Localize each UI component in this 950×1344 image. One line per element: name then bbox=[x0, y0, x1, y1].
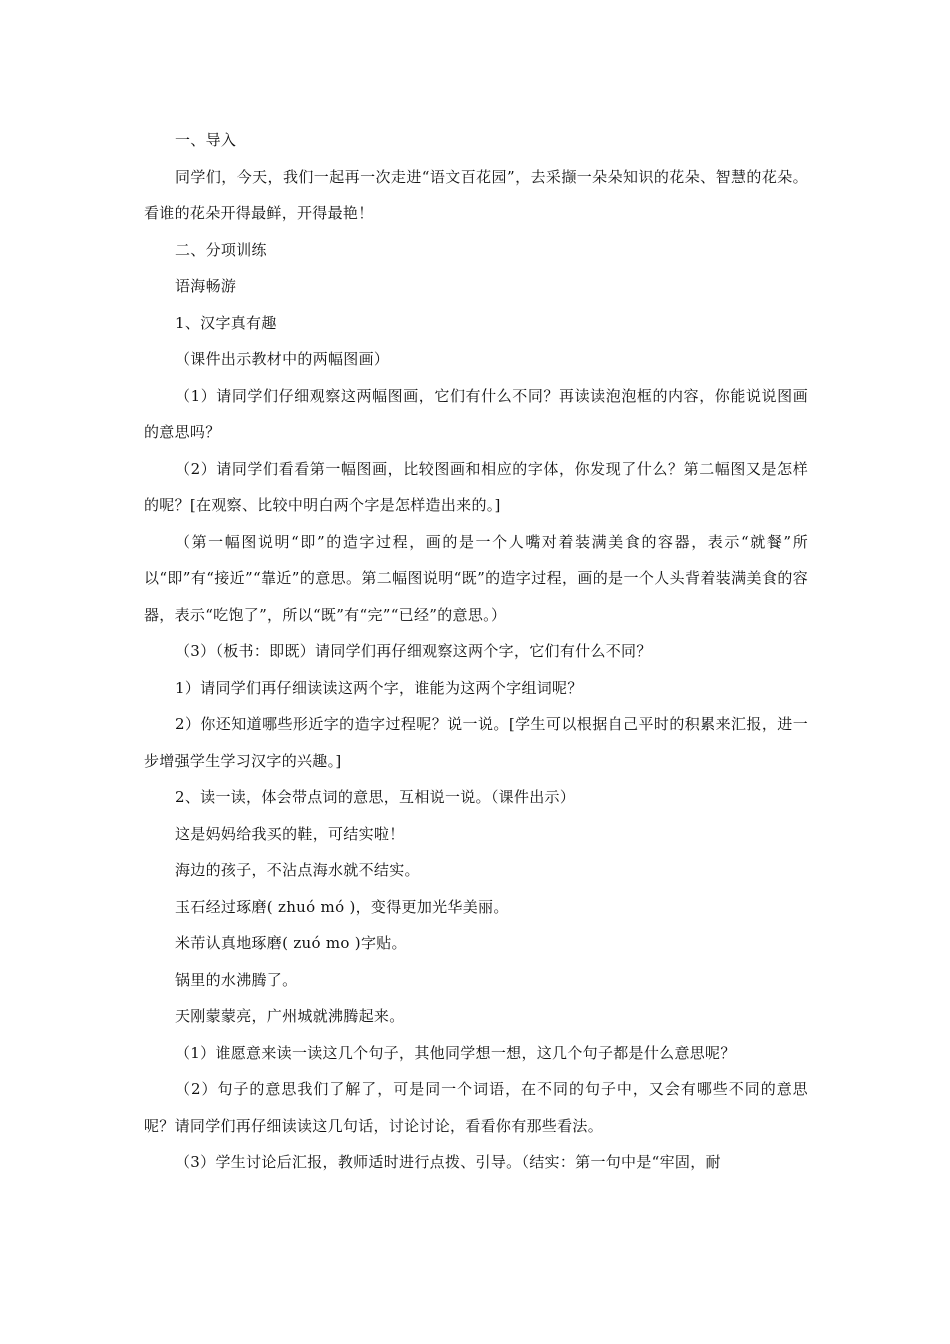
item-heading-2: 2、读一读，体会带点词的意思，互相说一说。（课件出示） bbox=[175, 788, 576, 806]
example-sentence: 天刚蒙蒙亮，广州城就沸腾起来。 bbox=[175, 1007, 405, 1025]
paragraph: （2）请同学们看看第一幅图画，比较图画和相应的字体，你发现了什么？第二幅图又是怎样的呢？[在观察、比较中明白两个字是怎样造出来的。] bbox=[144, 459, 808, 514]
example-sentence: 海边的孩子，不沾点海水就不结实。 bbox=[175, 861, 420, 879]
paragraph: （第一幅图说明“即”的造字过程，画的是一个人嘴对着装满美食的容器，表示“就餐”所以“即”有“接近”“靠近”的意思。第二幅图说明“既”的造字过程，画的是一个人头背着装满美食的容器，表示“吃饱了”，所以“既”有“完”“已经”的意思。） bbox=[144, 532, 808, 624]
paragraph: （课件出示教材中的两幅图画） bbox=[175, 350, 390, 368]
paragraph: （1）谁愿意来读一读这几个句子，其他同学想一想，这几个句子都是什么意思呢？ bbox=[175, 1043, 736, 1062]
item-heading-1: 1、汉字真有趣 bbox=[175, 313, 277, 332]
example-sentence: 这是妈妈给我买的鞋，可结实啦！ bbox=[175, 824, 405, 843]
intro-paragraph: 同学们，今天，我们一起再一次走进“语文百花园”，去采撷一朵朵知识的花朵、智慧的花朵。看谁的花朵开得最鲜，开得最艳！ bbox=[144, 167, 808, 222]
document-body bbox=[144, 122, 808, 1181]
example-sentence: 米芾认真地琢磨( zuó mo )字贴。 bbox=[175, 934, 407, 952]
paragraph: （1）请同学们仔细观察这两幅图画，它们有什么不同？再读读泡泡框的内容，你能说说图画的意思吗？ bbox=[144, 386, 808, 441]
section-heading-training: 二、分项训练 bbox=[175, 240, 267, 259]
example-sentence: 锅里的水沸腾了。 bbox=[175, 970, 298, 989]
section-heading-intro: 一、导入 bbox=[175, 131, 237, 149]
paragraph: 1）请同学们再仔细读读这两个字，谁能为这两个字组词呢？ bbox=[175, 678, 583, 697]
example-sentence: 玉石经过琢磨( zhuó mó )，变得更加光华美丽。 bbox=[175, 897, 509, 916]
subsection-heading: 语海畅游 bbox=[175, 277, 237, 295]
paragraph: （3）（板书：即既）请同学们再仔细观察这两个字，它们有什么不同？ bbox=[175, 642, 652, 660]
paragraph: （2）句子的意思我们了解了，可是同一个词语，在不同的句子中，又会有哪些不同的意思呢？请同学们再仔细读读这几句话，讨论讨论，看看你有那些看法。 bbox=[144, 1080, 808, 1135]
paragraph: （3）学生讨论后汇报，教师适时进行点拨、引导。（结实：第一句中是“牢固，耐 bbox=[175, 1153, 721, 1171]
paragraph: 2）你还知道哪些形近字的造字过程呢？说一说。[学生可以根据自己平时的积累来汇报，进一步增强学生学习汉字的兴趣。] bbox=[144, 715, 808, 770]
